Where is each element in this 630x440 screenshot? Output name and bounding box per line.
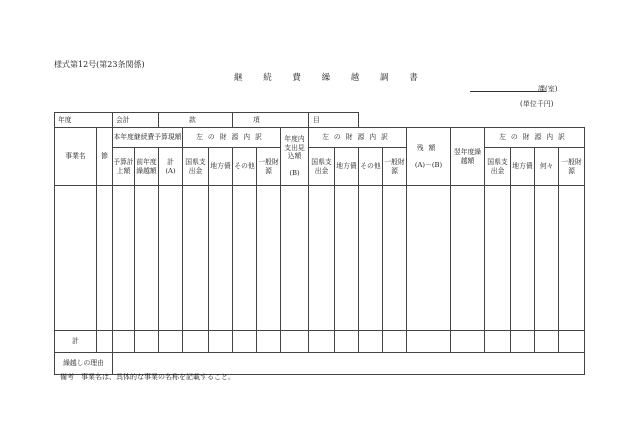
breakdown-header-2: 左の財源内訳 xyxy=(309,128,407,148)
total-a-label: (A) xyxy=(165,166,176,175)
footnote: 備考 事業名は、具体的な事業の名称を記載すること。 xyxy=(60,373,235,381)
setsu-header: 節 xyxy=(97,128,113,186)
budget-plan-header: 予算計上額 xyxy=(113,148,135,186)
carryover-table xyxy=(54,112,585,375)
local-bond-header-1: 地方債 xyxy=(209,148,233,186)
next-year-header: 翌年度繰越額 xyxy=(451,128,485,186)
item-cell: 項 xyxy=(233,113,309,128)
general-fund-header-2: 一般財源 xyxy=(383,148,407,186)
header-blank xyxy=(359,113,585,128)
balance-header xyxy=(407,128,451,186)
prev-carry-header: 前年度繰越額 xyxy=(135,148,159,186)
pref-exp-header-2: 国県支出金 xyxy=(309,148,335,186)
pref-exp-header-3: 国県支出金 xyxy=(485,148,511,186)
total-row xyxy=(55,331,585,353)
table-row xyxy=(55,186,585,331)
dept-label: 課(室) xyxy=(538,85,558,93)
unit-label: (単位千円) xyxy=(520,100,554,108)
reason-label: 繰越しの理由 xyxy=(55,353,113,375)
breakdown-header-1: 左の財源内訳 xyxy=(183,128,281,148)
various-header: 何々 xyxy=(535,148,559,186)
balance-label: 残額 xyxy=(416,143,441,152)
total-header xyxy=(159,148,183,186)
dept-underline xyxy=(470,91,546,92)
header-row-2 xyxy=(55,148,585,186)
total-row-label: 計 xyxy=(55,331,97,353)
project-name-header: 事業名 xyxy=(55,128,97,186)
local-bond-header-3: 地方債 xyxy=(511,148,535,186)
header-year-row xyxy=(55,113,585,128)
expected-exp-header xyxy=(281,128,309,186)
header-row-1 xyxy=(55,128,585,148)
general-fund-header-3: 一般財源 xyxy=(559,148,585,186)
general-fund-header-1: 一般財源 xyxy=(257,148,281,186)
expected-b-label: (B) xyxy=(289,169,300,178)
year-cell: 年度 xyxy=(55,113,113,128)
expected-exp-label: 年度内支出見込額 xyxy=(284,135,305,161)
pref-exp-header-1: 国県支出金 xyxy=(183,148,209,186)
document-title: 継 続 費 繰 越 調 書 xyxy=(234,73,427,83)
form-label: 様式第12号(第23条関係) xyxy=(54,60,145,69)
section-cell: 款 xyxy=(159,113,233,128)
purpose-cell: 目 xyxy=(309,113,359,128)
account-cell: 会計 xyxy=(113,113,159,128)
other-header-2: その他 xyxy=(359,148,383,186)
balance-formula-label: (A)－(B) xyxy=(414,160,443,169)
other-header-1: その他 xyxy=(233,148,257,186)
this-year-group-header: 本年度継続費予算現額 xyxy=(113,128,183,148)
local-bond-header-2: 地方債 xyxy=(335,148,359,186)
total-label: 計 xyxy=(167,158,174,167)
breakdown-header-3: 左の財源内訳 xyxy=(485,128,585,148)
